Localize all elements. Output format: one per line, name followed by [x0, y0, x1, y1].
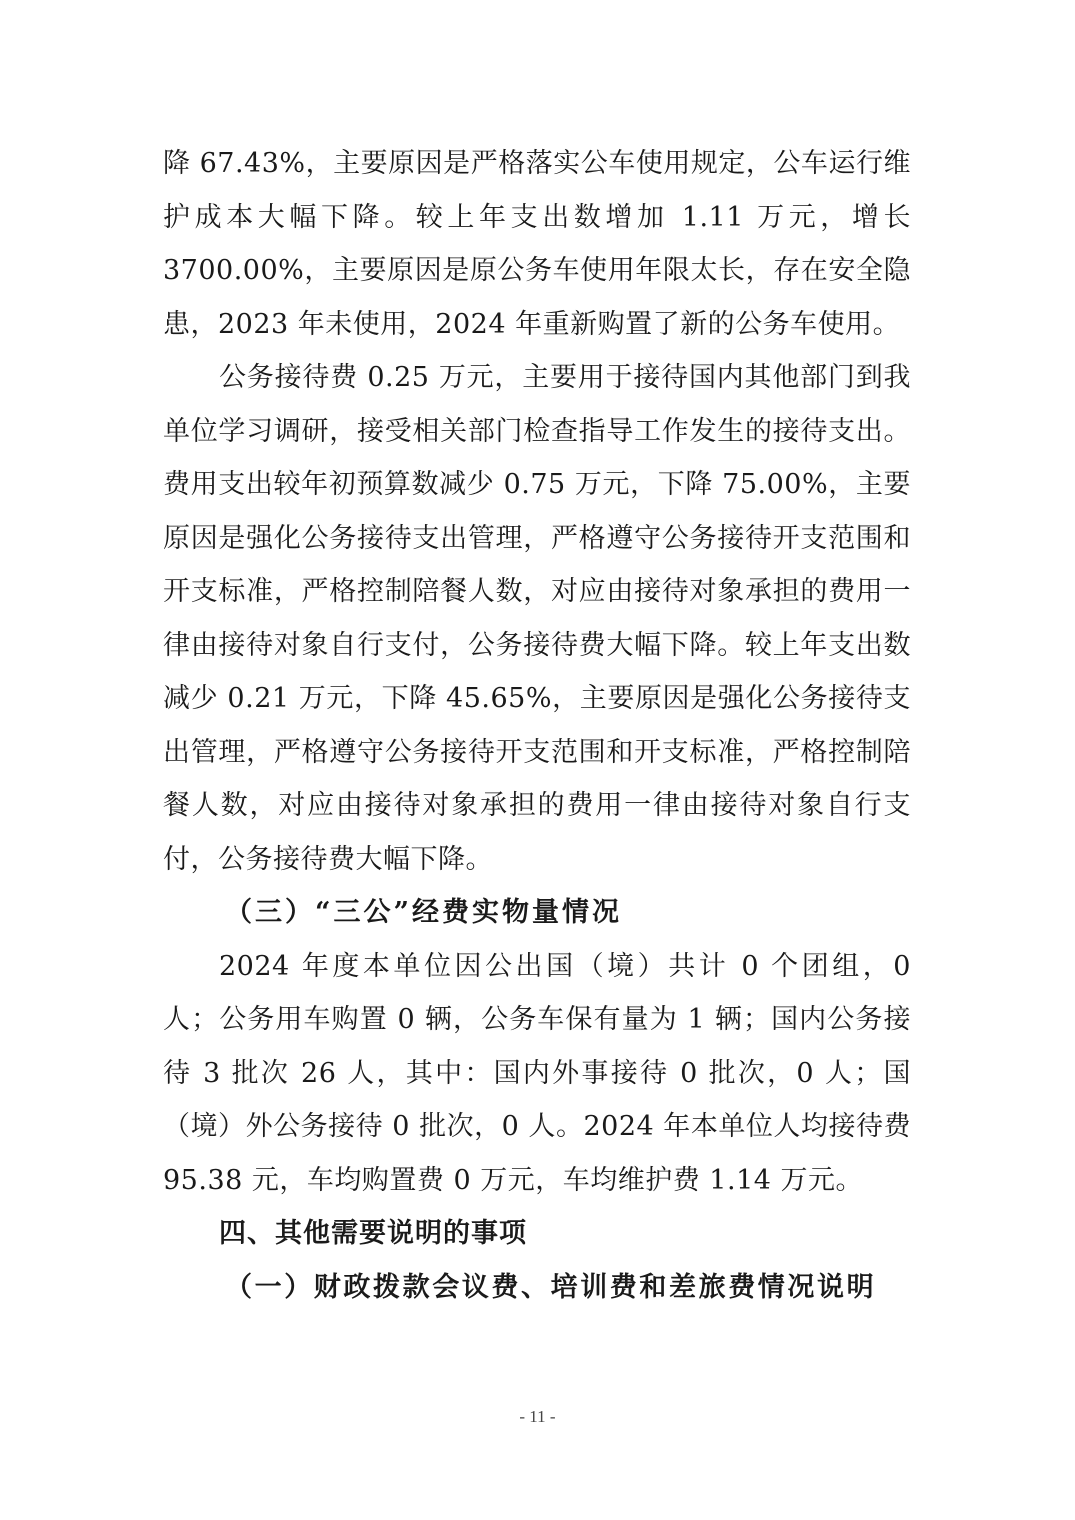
section-heading-other-matters: 四、其他需要说明的事项: [219, 1218, 527, 1249]
page-number: - 11 -: [519, 1407, 556, 1426]
paragraph-vehicle-maintenance: 降 67.43%，主要原因是严格落实公车使用规定，公车运行维护成本大幅下降。较上年支出数增加 1.11 万元，增长 3700.00%，主要原因是原公务车使用年限太长，存在安全隐患，2023 年未使用，2024 年重新购置了新的公务车使用。: [163, 148, 911, 340]
paragraph-physical-quantity: 2024 年度本单位因公出国（境）共计 0 个团组，0 人；公务用车购置 0 辆，公务车保有量为 1 辆；国内公务接待 3 批次 26 人，其中：国内外事接待 0 批次，0 人；国（境）外公务接待 0 批次，0 人。2024 年本单位人均接待费 95.38 元，车均购置费 0 万元，车均维护费 1.14 万元。: [163, 950, 911, 1196]
section-heading-physical-quantity: （三）“三公”经费实物量情况: [225, 897, 623, 928]
subsection-heading-meeting-training-travel: （一）财政拨款会议费、培训费和差旅费情况说明: [225, 1271, 877, 1303]
document-body: [163, 137, 911, 1314]
paragraph-reception-expenses: 公务接待费 0.25 万元，主要用于接待国内其他部门到我单位学习调研，接受相关部门检查指导工作发生的接待支出。费用支出较年初预算数减少 0.75 万元，下降 75.00%，主要原因是强化公务接待支出管理，严格遵守公务接待开支范围和开支标准，严格控制陪餐人数，对应由接待对象承担的费用一律由接待对象自行支付，公务接待费大幅下降。较上年支出数减少 0.21 万元，下降 45.65%，主要原因是强化公务接待支出管理，严格遵守公务接待开支范围和开支标准，严格控制陪餐人数，对应由接待对象承担的费用一律由接待对象自行支付，公务接待费大幅下降。: [163, 362, 911, 875]
